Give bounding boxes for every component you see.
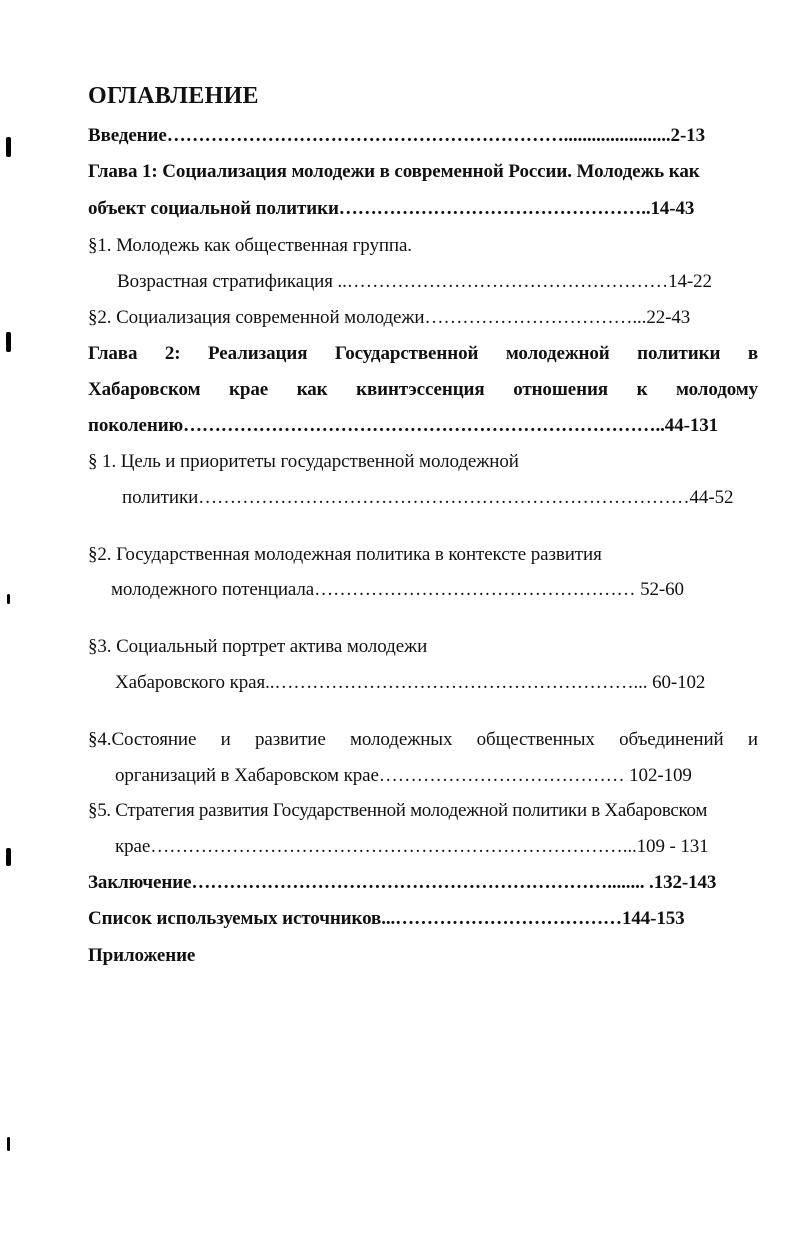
toc-entry-references: Список используемых источников...………………………………144-153 [88,908,685,929]
toc-chapter-2-title-cont: Хабаровском крае как квинтэссенция отношения к молодому [88,379,758,400]
toc-section-2-2: §2. Государственная молодежная политика в контексте развития [88,544,602,565]
toc-section-2-2-cont: молодежного потенциала…………………………………………… 52-60 [111,579,684,600]
toc-section-2-3-cont: Хабаровского края..…………………………………………………... 60-102 [115,672,706,693]
scan-binding-mark [6,137,11,157]
scan-binding-mark [6,332,11,352]
scan-binding-mark [6,848,11,866]
toc-entry-appendix: Приложение [88,945,196,966]
toc-entry-conclusion: Заключение…………………………………………………………........ .132-143 [88,872,717,893]
toc-section-2-1: § 1. Цель и приоритеты государственной молодежной [88,451,519,472]
page-title: ОГЛАВЛЕНИЕ [88,83,259,109]
toc-chapter-2-title-end: поколению…………………………………………………………………..44-131 [88,415,719,436]
toc-section-2-4-cont: организаций в Хабаровском крае………………………………… 102-109 [115,765,692,786]
toc-chapter-1-title-cont: объект социальной политики…………………………………………..14-43 [88,198,695,219]
toc-section-2-5-cont: крае…………………………………………………………………...109 - 131 [115,836,709,857]
toc-section-1-1-cont: Возрастная стратификация ..……………………………………………14-22 [117,271,712,292]
toc-entry-introduction: Введение……………………………………………………….......................2-13 [88,125,705,146]
toc-chapter-1-title: Глава 1: Социализация молодежи в современной России. Молодежь как [88,161,700,182]
toc-section-1-1: §1. Молодежь как общественная группа. [88,235,412,256]
scan-binding-mark [7,1137,10,1151]
toc-section-2-4: §4.Состояние и развитие молодежных общественных объединений и [88,729,758,750]
toc-section-2-1-cont: политики……………………………………………………………………44-52 [122,487,734,508]
scan-binding-mark [7,594,10,604]
toc-chapter-2-title: Глава 2: Реализация Государственной молодежной политики в [88,343,758,364]
toc-section-1-2: §2. Социализация современной молодежи……………………………...22-43 [88,307,691,328]
toc-section-2-5: §5. Стратегия развития Государственной молодежной политики в Хабаровском [88,800,708,821]
toc-section-2-3: §3. Социальный портрет актива молодежи [88,636,428,657]
